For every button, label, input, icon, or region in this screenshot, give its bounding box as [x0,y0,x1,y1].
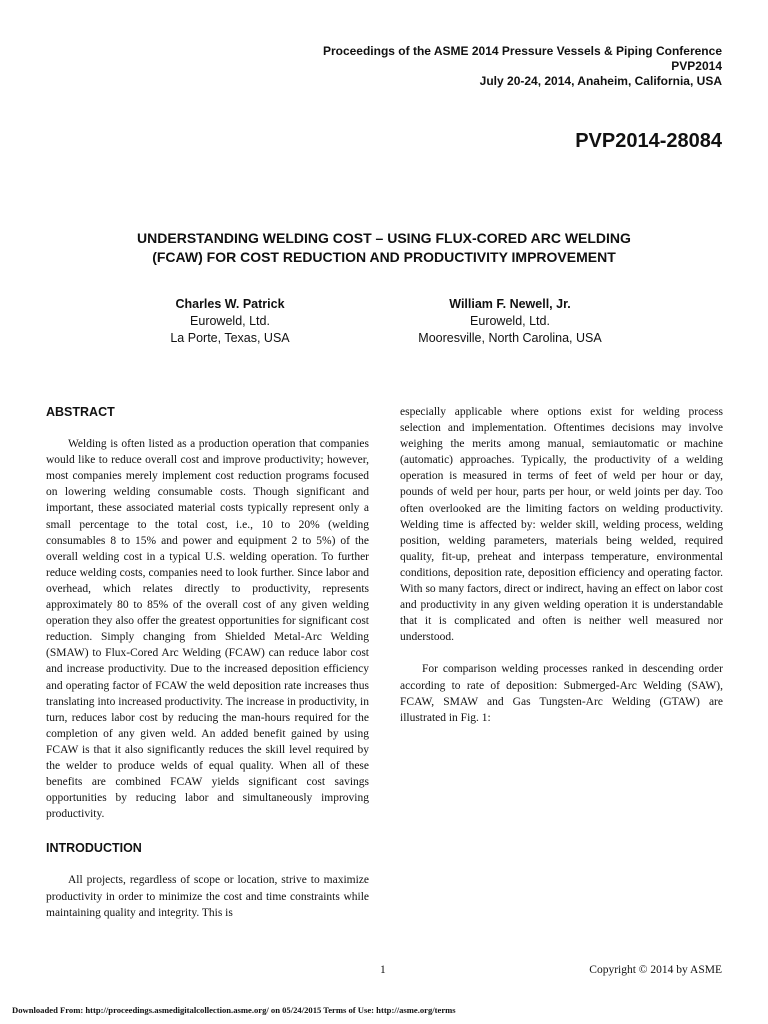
abstract-heading: ABSTRACT [46,405,115,419]
author-affiliation: Euroweld, Ltd. [190,314,270,328]
body-paragraph: especially applicable where options exist for welding process selection and implementation. Oftentimes decisions may involve weighing the merits among manual, semiautomatic or machine (automatic) approaches. Typically, the productivity of a welding operation is measured in terms of feet of weld per hour or day, pounds of weld per hour, parts per hour, or weld joints per day. Too often overlooked are the limiting factors on welding productivity. Welding time is affected by: welder skill, welding process, welding position, welding parameters, materials being welded, required quality, fit-up, preheat and interpass temperature, environmental conditions, deposition rate, deposition efficiency and operating factor. With so many factors, direct or indirect, having an effect on labor cost and productivity in any given welding operation it is understandable that it is complicated and often is neither well measured nor understood. [400,406,723,644]
abstract-text: Welding is often listed as a production operation that companies would like to reduce overall cost and improve productivity; however, most companies merely implement cost reduction programs focused on lowering welding consumable costs. Though significant and important, these associated material costs typically represent only a small percentage to the total cost, i.e., 10 to 20% (welding consumables 8 to 15% and power and equipment 2 to 5%) of the overall welding cost in a typical U.S. welding operation. To further reduce welding costs, companies need to look further. Since labor and overhead, which relates directly to productivity, represents approximately 80 to 85% of the overall cost of any given welding operation they also offer the greatest opportunities for significant cost reduction. Simply changing from Shielded Metal-Arc Welding (SMAW) to Flux-Cored Arc Welding (FCAW) can reduce labor cost and increase productivity. Due to the increased deposition efficiency and operating factor of FCAW the weld deposition rate increases thus translating into increased productivity. The increase in productivity, in turn, reduces labor cost by reducing the man-hours required for the completion of any given weld. An added benefit gained by using FCAW is that it also significantly reduces the skill level required by the welder to produce welds of equal quality. When all of these benefits are combined FCAW yields significant cost savings opportunities by reducing labor and simultaneously improving productivity. [46,438,369,821]
page-number: 1 [380,964,386,976]
author-block-1 [100,296,360,347]
author-name: Charles W. Patrick [175,297,285,311]
left-column [46,404,369,921]
conference-header [323,44,722,89]
title-line-2: (FCAW) FOR COST REDUCTION AND PRODUCTIVITY IMPROVEMENT [152,249,616,265]
author-location: Mooresville, North Carolina, USA [418,331,602,345]
paper-id: PVP2014-28084 [575,130,722,152]
author-name: William F. Newell, Jr. [449,297,571,311]
author-location: La Porte, Texas, USA [170,331,290,345]
title-line-1: UNDERSTANDING WELDING COST – USING FLUX-CORED ARC WELDING [137,230,631,246]
author-affiliation: Euroweld, Ltd. [470,314,550,328]
introduction-heading: INTRODUCTION [46,841,142,856]
conference-code: PVP2014 [671,59,722,73]
introduction-text: All projects, regardless of scope or location, strive to maximize productivity in order to minimize the cost and time constraints while maintaining quality and integrity. This is [46,874,369,919]
download-notice: Downloaded From: http://proceedings.asmedigitalcollection.asme.org/ on 05/24/2015 Terms of Use: http://asme.org/terms [12,1005,456,1015]
conference-name: Proceedings of the ASME 2014 Pressure Vessels & Piping Conference [322,44,722,58]
right-column [400,404,723,726]
author-block-2 [380,296,640,347]
conference-date-location: July 20-24, 2014, Anaheim, California, USA [479,74,722,88]
body-paragraph: For comparison welding processes ranked in descending order according to rate of deposition: Submerged-Arc Welding (SAW), FCAW, SMAW and Gas Tungsten-Arc Welding (GTAW) are illustrated in Fig. 1: [400,663,723,724]
paper-title [60,229,708,267]
copyright-notice: Copyright © 2014 by ASME [589,964,722,976]
